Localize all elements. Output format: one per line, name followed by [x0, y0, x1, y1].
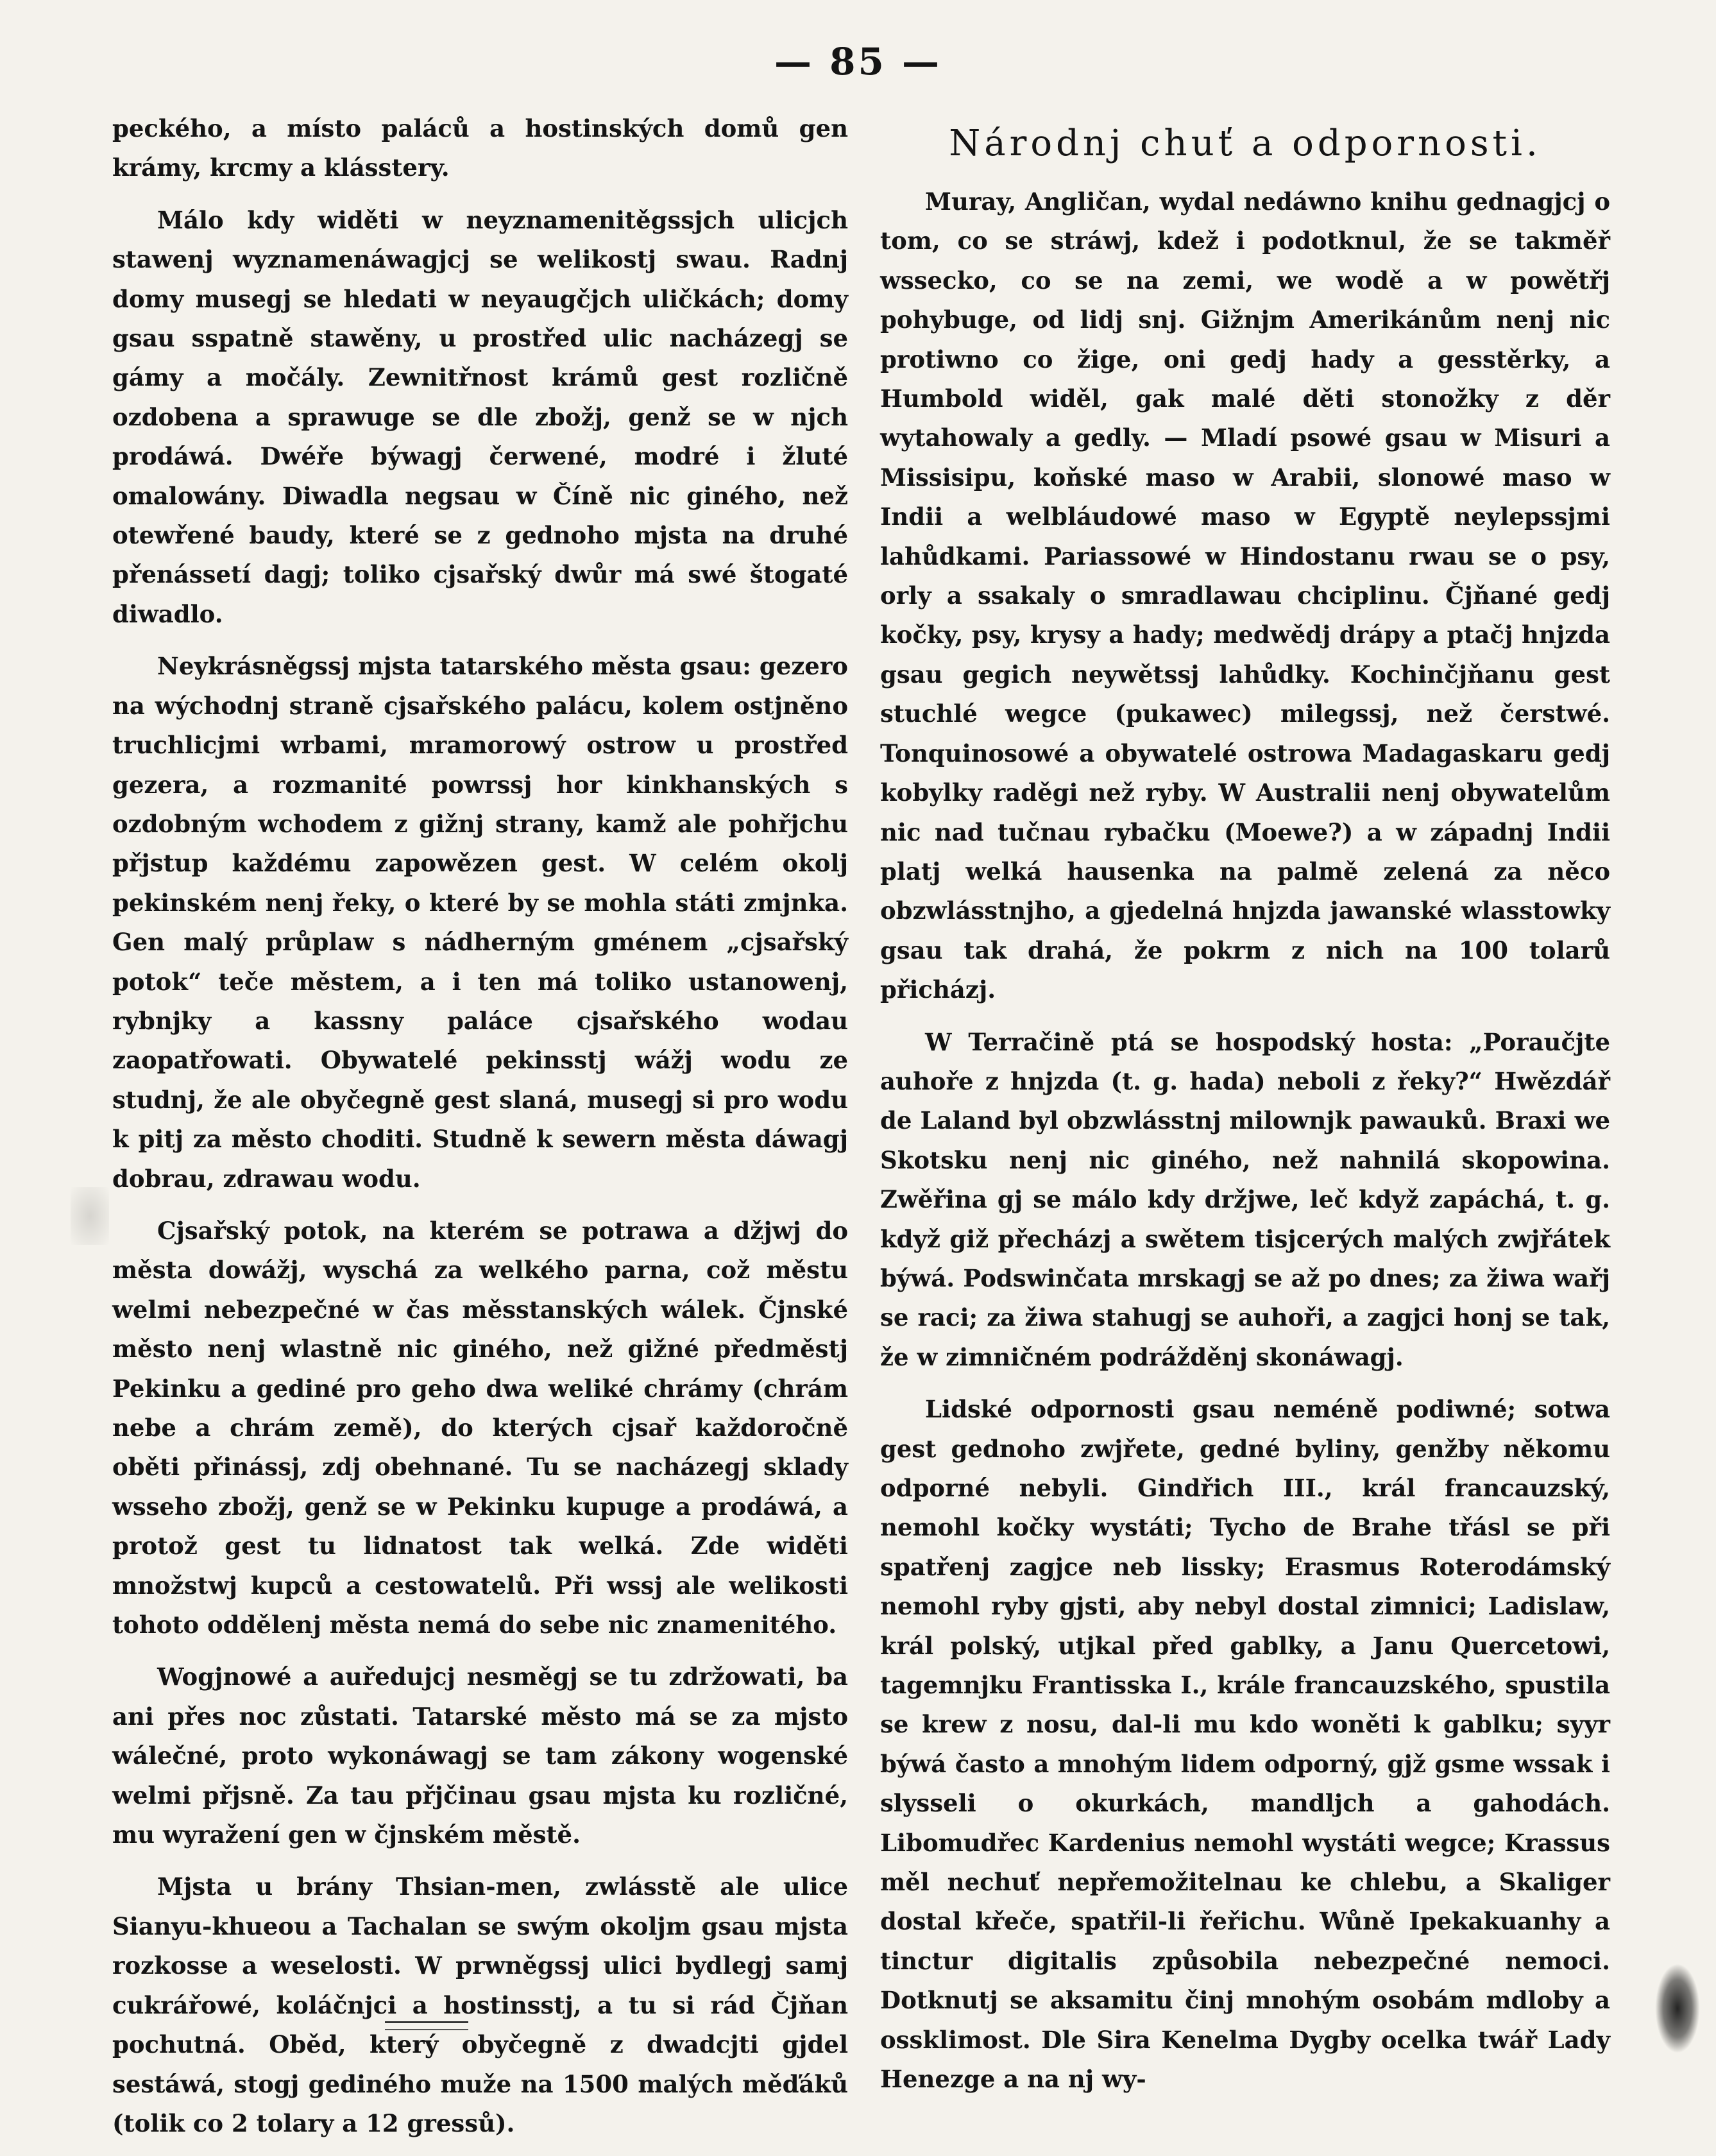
- section-title: Národnj chuť a odpornosti.: [949, 123, 1542, 164]
- page-smudge: [71, 1187, 109, 1245]
- paragraph: Wogjnowé a auředujcj nesměgj se tu zdržowati, ba ani přes noc zůstati. Tatarské město má se za mjsto wálečné, proto wykonáwagj se tam zákony wogenské welmi přjsně. Za tau přjčinau gsau mjsta ku rozličné, mu wyražení gen w čjnském městě.: [112, 1663, 848, 1849]
- end-rule: [385, 2021, 468, 2023]
- paragraph: W Terračině ptá se hospodský hosta: „Poraučjte auhoře z hnjzda (t. g. hada) neboli z řeky?“ Hwězdář de Laland byl obzwlásstnj milownjk pawauků. Braxi we Skotsku nenj nic giného, než nahnilá skopowina. Zwěřina gj se málo kdy držjwe, leč když zapáchá, t. g. když giž přecházj a swětem tisjcerých malých zwjřátek býwá. Podswinčata mrskagj se až po dnes; za žiwa wařj se raci; za žiwa stahugj se auhoři, a zagjci honj se tak, že w zimničném podrážděnj skonáwagj.: [880, 1027, 1610, 1371]
- paragraph: Muray, Angličan, wydal nedáwno knihu gednagjcj o tom, co se stráwj, kdež i podotknul, že se takměř wssecko, co se na zemi, we wodě a w powětřj pohybuge, od lidj snj. Gižnjm Amerikánům nenj nic protiwno co žige, oni gedj hady a gesstěrky, a Humbold widěl, gak malé děti stonožky z děr wytahowaly a gedly. — Mladí psowé gsau w Misuri a Missisipu, koňské maso w Arabii, slonowé maso w Indii a welbláudowé maso w Egyptě neylepssjmi lahůdkami. Pariassowé w Hindostanu rwau se o psy, orly a ssakaly o smradlawau chciplinu. Čjňané gedj kočky, psy, krysy a hady; medwědj drápy a ptačj hnjzda gsau gegich neywětssj lahůdky. Kochinčjňanu gest stuchlé wegce (pukawec) milegssj, než čerstwé. Tonquinosowé a obywatelé ostrowa Madagaskaru gedj kobylky raděgi než ryby. W Australii nenj obywatelům nic nad tučnau rybačku (Moewe?) a w západnj Indii platj welká hausenka na palmě zelená za něco obzwlásstnjho, a gjedelná hnjzda jawanské wlasstowky gsau tak drahá, že pokrm z nich na 100 tolarů přicházj.: [880, 187, 1610, 1004]
- paragraph: Cjsařský potok, na kterém se potrawa a džjwj do města dowážj, wyschá za welkého parna, což městu welmi nebezpečné w čas měsstanských wálek. Čjnské město nenj wlastně nic giného, než gižné předměstj Pekinku a gediné pro geho dwa weliké chrámy (chrám nebe a chrám země), do kterých cjsař každoročně oběti přinássj, zdj obehnané. Tu se nacházegj sklady wsseho zbožj, genž se w Pekinku kupuge a prodáwá, a protož gest tu lidnatost tak welká. Zde widěti množstwj kupců a cestowatelů. Při wssj ale welikosti tohoto oddělenj města nemá do sebe nic znamenitého.: [112, 1216, 848, 1639]
- paragraph: Mjsta u brány Thsian-men, zwlásstě ale ulice Sianyu-khueou a Tachalan se swým okoljm gsau mjsta rozkosse a weselosti. W prwněgssj ulici bydlegj samj cukrářowé, koláčnjci a hostinsstj, a tu si rád Čjňan pochutná. Oběd, který obyčegně z dwadcjti gjdel sestáwá, stogj gediného muže na 1500 malých měďáků (tolik co 2 tolary a 12 gressů).: [112, 1872, 848, 2137]
- paragraph: peckého, a místo paláců a hostinských domů gen krámy, krcmy a klásstery.: [112, 114, 848, 182]
- end-rule-secondary: [385, 2029, 468, 2030]
- ink-stain: [1655, 1964, 1700, 2053]
- paragraph: Neykrásněgssj mjsta tatarského města gsau: gezero na wýchodnj straně cjsařského palácu, kolem ostjněno truchlicjmi wrbami, mramorowý ostrow u prostřed gezera, a rozmanité powrssj hor kinkhanských s ozdobným wchodem z gižnj strany, kamž ale pohřjchu přjstup každému zapowězen gest. W celém okolj pekinském nenj řeky, o které by se mohla státi zmjnka. Gen malý průplaw s nádherným gménem „cjsařský potok“ teče městem, a i ten má toliko ustanowenj, rybnjky a kassny paláce cjsařského wodau zaopatřowati. Obywatelé pekinsstj wážj wodu ze studnj, že ale obyčegně gest slaná, musegj si pro wodu k pitj za město choditi. Studně k sewern města dáwagj dobrau, zdrawau wodu.: [112, 652, 848, 1193]
- paragraph: Málo kdy widěti w neyznamenitěgssjch ulicjch stawenj wyznamenáwagjcj se welikostj swau. Radnj domy musegj se hledati w neyaugčjch uličkách; domy gsau sspatně stawěny, u prostřed ulic nacházegj se gámy a močály. Zewnitřnost krámů gest rozličně ozdobena a sprawuge se dle zbožj, genž se w njch prodáwá. Dwéře býwagj čerwené, modré i žluté omalowány. Diwadla negsau w Číně nic giného, než otewřené baudy, které se z gednoho mjsta na druhé přenássetí dagj; toliko cjsařský dwůr má swé štogaté diwadlo.: [112, 205, 848, 628]
- right-column: [880, 121, 1610, 2112]
- paragraph: Lidské odpornosti gsau neméně podiwné; sotwa gest gednoho zwjřete, gedné byliny, genžby někomu odporné nebyli. Gindřich III., král francauzský, nemohl kočky wystáti; Tycho de Brahe třásl se při spatřenj zagjce neb lissky; Erasmus Roterodámský nemohl ryby gjsti, aby nebyl dostal zimnici; Ladislaw, král polský, utjkal před gablky, a Janu Quercetowi, tagemnjku Frantisska I., krále francauzského, spustila se krew z nosu, dal-li mu kdo woněti k gablku; syyr býwá často a mnohým lidem odporný, gjž gsme wssak i slysseli o okurkách, mandljch a gahodách. Libomudřec Kardenius nemohl wystáti wegce; Krassus měl nechuť nepřemožitelnau ke chlebu, a Skaliger dostal křeče, spatřil-li řeřichu. Wůně Ipekakuanhy a tinctur digitalis způsobila nebezpečné nemoci. Dotknutj se aksamitu činj mnohým osobám mdloby a ossklimost. Dle Sira Kenelma Dygby ocelka twář Lady Henezge a na nj wy-: [880, 1395, 1610, 2094]
- page-number: — 85 —: [774, 40, 942, 83]
- left-column: [112, 109, 848, 2156]
